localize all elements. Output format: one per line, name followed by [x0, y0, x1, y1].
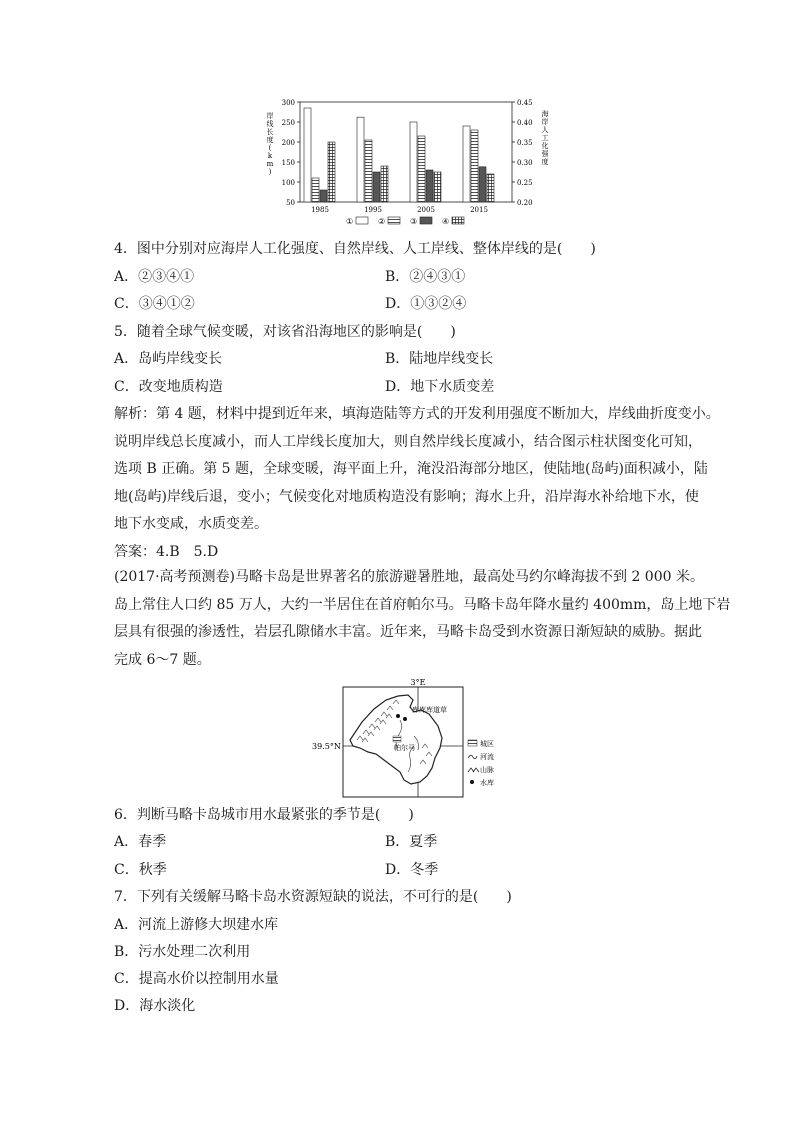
y-tick-label-right: 0.40 [517, 119, 533, 127]
city-icon [468, 740, 477, 746]
reservoir-label: 库库库道草 [412, 706, 447, 714]
chart-legend [346, 217, 464, 226]
y-tick-label-left: 200 [281, 139, 295, 147]
question-4-stem: 4．图中分别对应海岸人工化强度、自然岸线、人工岸线、整体岸线的是( ) [114, 241, 596, 257]
y-tick-label-left: 150 [281, 159, 295, 167]
y-tick-label-left: 50 [286, 199, 295, 207]
y-axis-title-left [267, 111, 274, 176]
svg-text:强: 强 [541, 150, 549, 158]
svg-text:(: ( [268, 144, 272, 152]
bar-2005-series-4 [434, 172, 441, 202]
svg-text:化: 化 [541, 142, 549, 150]
material-line: (2017·高考预测卷)马略卡岛是世界著名的旅游避暑胜地，最高处马约尔峰海拔不到 2 000 米。 [114, 569, 704, 585]
analysis-line: 地下水变咸，水质变差。 [114, 516, 268, 532]
svg-text:岸: 岸 [266, 112, 274, 120]
analysis-line: 地(岛屿)岸线后退，变小；气候变化对地质构造没有影响；海水上升，沿岸海水补给地下水，使 [114, 489, 699, 505]
question-6-stem: 6．判断马略卡岛城市用水最紧张的季节是( ) [114, 807, 414, 823]
material-line: 层具有很强的渗透性，岩层孔隙储水丰富。近年来，马略卡岛受到水资源日渐短缺的威胁。据此 [114, 624, 702, 640]
legend-label: 山脉 [480, 766, 494, 774]
legend-label: 水库 [480, 779, 494, 787]
svg-text:度: 度 [266, 136, 274, 144]
analysis-line: 选项 B 正确。第 5 题，全球变暖，海平面上升，淹没沿海部分地区，使陆地(岛屿)面积减小，陆 [114, 461, 708, 477]
question-6-option-b[interactable]: B．夏季 [385, 834, 438, 850]
reservoir-icon [396, 714, 400, 718]
legend-label: ② [378, 217, 386, 226]
y-tick-label-right: 0.45 [517, 99, 533, 107]
legend-label: 河流 [480, 753, 494, 761]
y-tick-label-right: 0.35 [517, 139, 533, 147]
question-4-option-a[interactable]: A．②③④① [114, 269, 195, 285]
question-6-option-a[interactable]: A．春季 [114, 834, 167, 850]
reservoir-icon [470, 780, 474, 784]
bar-1995-series-4 [381, 166, 388, 202]
latitude-label: 39.5°N [312, 742, 341, 751]
y-tick-label-left: 300 [281, 99, 295, 107]
bar-1995-series-2 [365, 140, 372, 202]
svg-text:工: 工 [541, 134, 549, 142]
x-tick-label: 1995 [364, 206, 382, 214]
legend-swatch [388, 217, 400, 224]
question-4-option-c[interactable]: C．③④①② [114, 296, 195, 312]
y-tick-label-left: 100 [281, 179, 295, 187]
river-icon [468, 755, 477, 759]
question-7-stem: 7．下列有关缓解马略卡岛水资源短缺的说法，不可行的是( ) [114, 889, 512, 905]
legend-swatch [452, 217, 464, 224]
y-tick-label-left: 250 [281, 119, 295, 127]
question-7-option-b[interactable]: B．污水处理二次利用 [114, 944, 251, 960]
bar-1985-series-2 [312, 178, 319, 202]
svg-text:岸: 岸 [541, 118, 549, 126]
question-7-option-a[interactable]: A．河流上游修大坝建水库 [114, 917, 279, 933]
analysis-line: 解析：第 4 题，材料中提到近年来，填海造陆等方式的开发利用强度不断加大，岸线曲折度变小。 [114, 406, 720, 422]
svg-text:m: m [266, 160, 274, 168]
legend-swatch [420, 217, 432, 224]
legend-label: 城区 [480, 740, 494, 748]
svg-text:): ) [268, 168, 272, 176]
svg-text:线: 线 [266, 120, 274, 128]
svg-text:k: k [267, 152, 273, 160]
x-tick-label: 2015 [470, 206, 488, 214]
bar-1985-series-3 [320, 190, 327, 202]
question-5-option-d[interactable]: D．地下水质变差 [385, 379, 495, 395]
bar-2015-series-3 [479, 167, 486, 202]
bar-2005-series-3 [426, 170, 433, 202]
question-7-option-d[interactable]: D．海水淡化 [114, 998, 196, 1014]
bar-2015-series-2 [471, 130, 478, 202]
svg-text:长: 长 [266, 128, 274, 136]
y-axis-title-right [542, 109, 550, 166]
bar-2015-series-4 [487, 174, 494, 202]
city-area [393, 736, 401, 742]
question-6-option-c[interactable]: C．秋季 [114, 862, 167, 878]
material-line: 岛上常住人口约 85 万人，大约一半居住在首府帕尔马。马略卡岛年降水量约 400mm，岛上地下岩 [114, 597, 731, 613]
svg-text:海: 海 [541, 110, 549, 118]
x-tick-label: 2005 [417, 206, 435, 214]
legend-swatch [356, 217, 368, 224]
city-label: 帕尔马 [394, 744, 415, 752]
question-5-option-b[interactable]: B．陆地岸线变长 [385, 351, 494, 367]
bar-2005-series-1 [410, 122, 417, 202]
y-tick-label-right: 0.25 [517, 179, 533, 187]
longitude-label: 3°E [410, 678, 426, 687]
question-4-option-d[interactable]: D．①③②④ [385, 296, 467, 312]
y-tick-label-right: 0.20 [517, 199, 533, 207]
bar-2015-series-1 [463, 126, 470, 202]
question-7-option-c[interactable]: C．提高水价以控制用水量 [114, 971, 279, 987]
bar-2005-series-2 [418, 136, 425, 202]
reservoir-icon [403, 717, 407, 721]
question-5-stem: 5．随着全球气候变暖，对该省沿海地区的影响是( ) [114, 324, 456, 340]
question-5-option-c[interactable]: C．改变地质构造 [114, 379, 223, 395]
answer-line: 答案：4.B 5.D [114, 544, 219, 560]
legend-label: ① [346, 217, 354, 226]
mountain-icon [468, 768, 479, 772]
legend-label: ④ [442, 217, 450, 226]
question-4-option-b[interactable]: B．②④③① [385, 269, 466, 285]
question-6-option-d[interactable]: D．冬季 [385, 862, 439, 878]
bar-1995-series-3 [373, 172, 380, 202]
x-tick-label: 1985 [311, 206, 329, 214]
mallorca-map [310, 676, 510, 798]
svg-text:度: 度 [541, 158, 549, 166]
analysis-line: 说明岸线总长度减小，而人工岸线长度加大，则自然岸线长度减小，结合图示柱状图变化可知， [114, 434, 702, 450]
material-line: 完成 6～7 题。 [114, 652, 211, 668]
map-legend [468, 739, 494, 787]
coastline-bar-chart [262, 92, 552, 232]
bar-1995-series-1 [357, 117, 364, 202]
legend-label: ③ [410, 217, 418, 226]
svg-text:人: 人 [541, 126, 549, 134]
y-tick-label-right: 0.30 [517, 159, 533, 167]
question-5-option-a[interactable]: A．岛屿岸线变长 [114, 351, 223, 367]
bar-1985-series-4 [328, 142, 335, 202]
bar-1985-series-1 [304, 108, 311, 202]
